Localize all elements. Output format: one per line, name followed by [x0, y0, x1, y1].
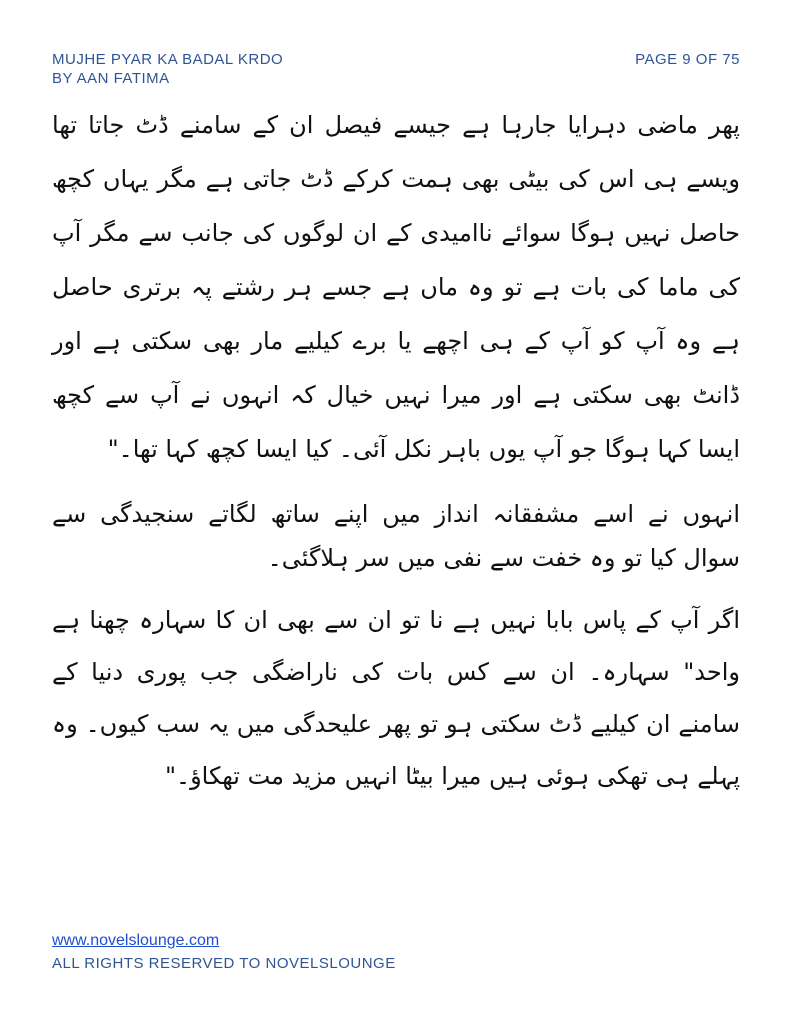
document-header-left	[52, 50, 283, 88]
copyright-notice: ALL RIGHTS RESERVED TO NOVELSLOUNGE	[52, 955, 396, 972]
paragraph-3: اگر آپ کے پاس بابا نہیں ہے نا تو ان سے بھی ان کا سہارہ چھنا ہے واحد" سہارہ۔ ان سے کس بات کی ناراضگی جب پوری دنیا کے سامنے ان کیلیے ڈٹ سکتی ہو تو پھر علیحدگی میں یہ سب کیوں۔ وہ پہلے ہی تھکی ہوئی ہیں میرا بیٹا انہیں مزید مت تھکاؤ۔"	[52, 606, 740, 790]
paragraph-2: انہوں نے اسے مشفقانہ انداز میں اپنے ساتھ لگاتے سنجیدگی سے سوال کیا تو وہ خفت سے نفی میں سر ہلاگئی۔	[52, 500, 740, 572]
novel-author: BY AAN FATIMA	[52, 70, 170, 87]
website-link[interactable]: www.novelslounge.com	[52, 932, 220, 949]
story-body	[52, 98, 740, 802]
page-number: PAGE 9 OF 75	[635, 51, 740, 68]
novel-title: MUJHE PYAR KA BADAL KRDO	[52, 51, 284, 68]
paragraph-1: پھر ماضی دہرایا جارہا ہے جیسے فیصل ان کے سامنے ڈٹ جاتا تھا ویسے ہی اس کی بیٹی بھی ہمت کرکے ڈٹ جاتی ہے مگر یہاں کچھ حاصل نہیں ہوگا سوائے ناامیدی کے ان لوگوں کی جانب سے مگر آپ کی ماما کی بات ہے تو وہ ماں ہے جسے ہر رشتے پہ برتری حاصل ہے وہ آپ کو آپ کے ہی اچھے یا برے کیلیے مار بھی سکتی ہے اور ڈانٹ بھی سکتی ہے اور میرا نہیں خیال کہ انہوں نے آپ سے کچھ ایسا کہا ہوگا جو آپ یوں باہر نکل آئی۔ کیا ایسا کچھ کہا تھا۔"	[52, 111, 740, 463]
